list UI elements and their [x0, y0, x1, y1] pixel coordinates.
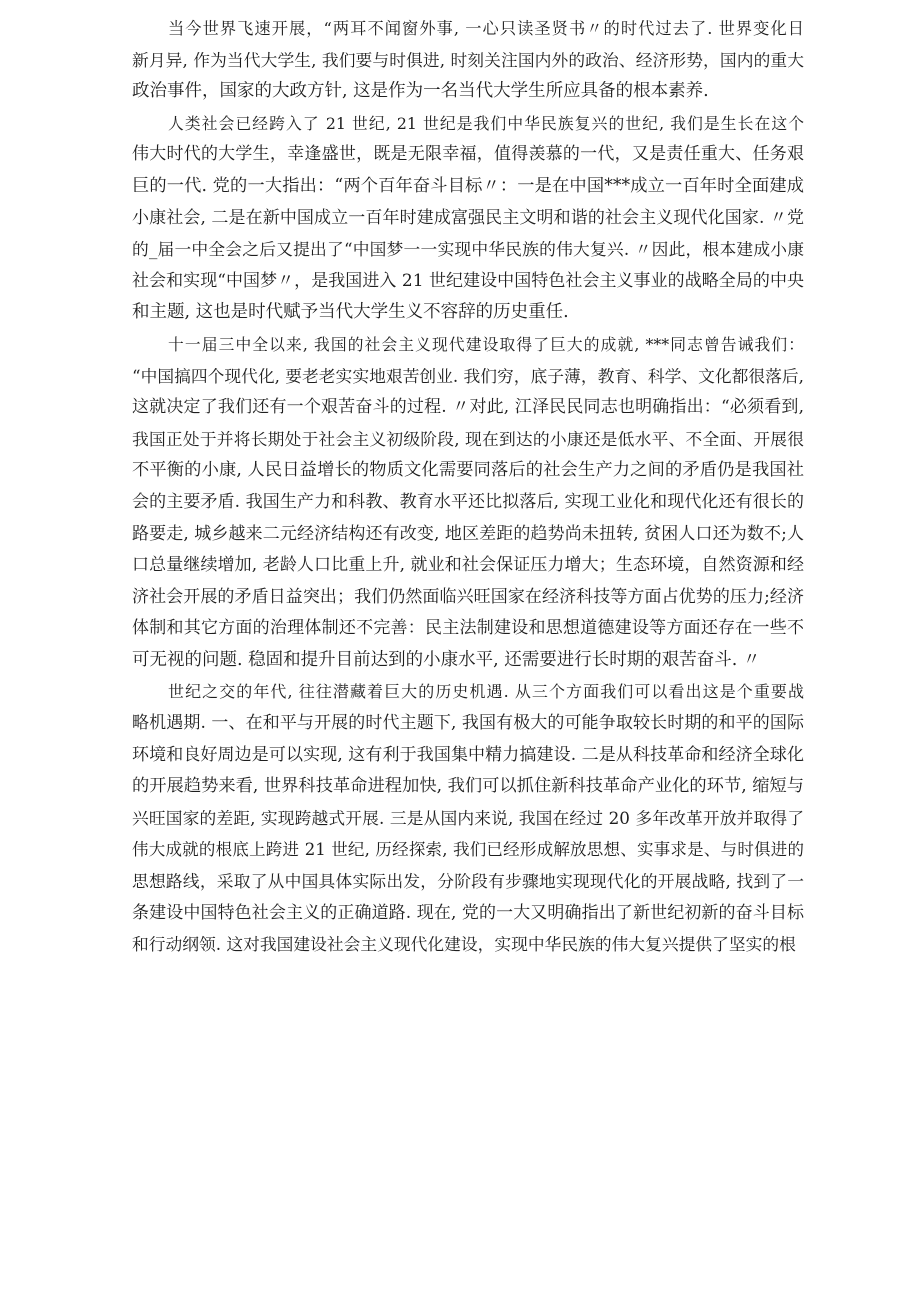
text-line: 口总量继续增加, 老龄人口比重上升, 就业和社会保证压力增大；生态环境，自然资源和经	[132, 555, 804, 576]
text-line: 环境和良好周边是可以实现, 这有利于我国集中精力搞建设. 二是从科技革命和经济全球化	[132, 744, 804, 765]
paragraph	[132, 13, 804, 108]
paragraph	[132, 676, 804, 960]
text-line: 巨的一代. 党的一大指出：“两个百年奋斗目标〃：一是在中国***成立一百年时全面建成	[132, 175, 804, 196]
text-line: 条建设中国特色社会主义的正确道路. 现在, 党的一大又明确指出了新世纪初新的奋斗目标	[132, 902, 804, 923]
text-line: 路要走, 城乡越来二元经济结构还有改变, 地区差距的趋势尚未扭转, 贫困人口还为数不;人	[132, 523, 804, 544]
text-line: 略机遇期. 一、在和平与开展的时代主题下, 我国有极大的可能争取较长时期的和平的国际	[132, 713, 804, 734]
paragraph	[132, 329, 804, 677]
paragraph	[132, 108, 804, 329]
text-line: 十一届三中全以来, 我国的社会主义现代建设取得了巨大的成就, ***同志曾告诫我们：	[168, 334, 804, 354]
text-line: 人类社会已经跨入了 21 世纪, 21 世纪是我们中华民族复兴的世纪, 我们是生长在这个	[168, 113, 804, 133]
text-line: 济社会开展的矛盾日益突出；我们仍然面临兴旺国家在经济科技等方面占优势的压力;经济	[132, 586, 804, 607]
text-line: 我国正处于并将长期处于社会主义初级阶段, 现在到达的小康还是低水平、不全面、开展很	[132, 428, 804, 449]
text-line: 当今世界飞速开展，“两耳不闻窗外事, 一心只读圣贤书〃的时代过去了. 世界变化日	[168, 19, 804, 38]
text-line: 会的主要矛盾. 我国生产力和科教、教育水平还比拟落后, 实现工业化和现代化还有很长的	[132, 491, 804, 512]
text-line: 体制和其它方面的治理体制还不完善：民主法制建设和思想道德建设等方面还存在一些不	[132, 618, 804, 639]
text-line: 世纪之交的年代, 往往潜藏着巨大的历史机遇. 从三个方面我们可以看出这是个重要战	[168, 682, 804, 702]
text-line: 兴旺国家的差距, 实现跨越式开展. 三是从国内来说, 我国在经过 20 多年改革开放并取得了	[132, 807, 804, 828]
text-line: 社会和实现“中国梦〃，是我国进入 21 世纪建设中国特色社会主义事业的战略全局的中央	[132, 270, 804, 291]
text-line: “中国搞四个现代化, 要老老实实地艰苦创业. 我们穷，底子薄，教育、科学、文化都很落后,	[132, 365, 804, 386]
text-line: 新月异, 作为当代大学生, 我们要与时俱进, 时刻关注国内外的政治、经济形势，国内的重大	[132, 49, 804, 70]
text-line: 小康社会, 二是在新中国成立一百年时建成富强民主文明和谐的社会主义现代化国家. 〃党	[132, 207, 804, 228]
text-line: 可无视的问题. 稳固和提升目前达到的小康水平, 还需要进行长时期的艰苦奋斗. 〃	[132, 649, 761, 670]
text-line: 和行动纲领. 这对我国建设社会主义现代化建设，实现中华民族的伟大复兴提供了坚实的根	[132, 934, 796, 955]
text-line: 不平衡的小康, 人民日益增长的物质文化需要同落后的社会生产力之间的矛盾仍是我国社	[132, 460, 804, 481]
text-line: 的开展趋势来看, 世界科技革命进程加快, 我们可以抓住新科技革命产业化的环节, 缩短与	[132, 776, 804, 797]
text-line: 这就决定了我们还有一个艰苦奋斗的过程. 〃对此, 江泽民民同志也明确指出：“必须看到,	[132, 397, 804, 418]
text-line: 和主题, 这也是时代赋予当代大学生义不容辞的历史重任.	[132, 302, 569, 323]
text-line: 伟大成就的根底上跨进 21 世纪, 历经探索, 我们已经形成解放思想、实事求是、与时俱进的	[132, 840, 804, 860]
text-line: 伟大时代的大学生，幸逢盛世，既是无限幸福，值得羡慕的一代，又是责任重大、任务艰	[132, 144, 804, 165]
text-line: 政治事件，国家的大政方针, 这是作为一名当代大学生所应具备的根本素养.	[132, 81, 709, 102]
text-line: 的_届一中全会之后又提出了“中国梦一一实现中华民族的伟大复兴. 〃因此，根本建成小康	[132, 239, 804, 260]
body-text	[132, 13, 804, 961]
text-line: 思想路线，采取了从中国具体实际出发，分阶段有步骤地实现现代化的开展战略, 找到了一	[132, 871, 804, 892]
